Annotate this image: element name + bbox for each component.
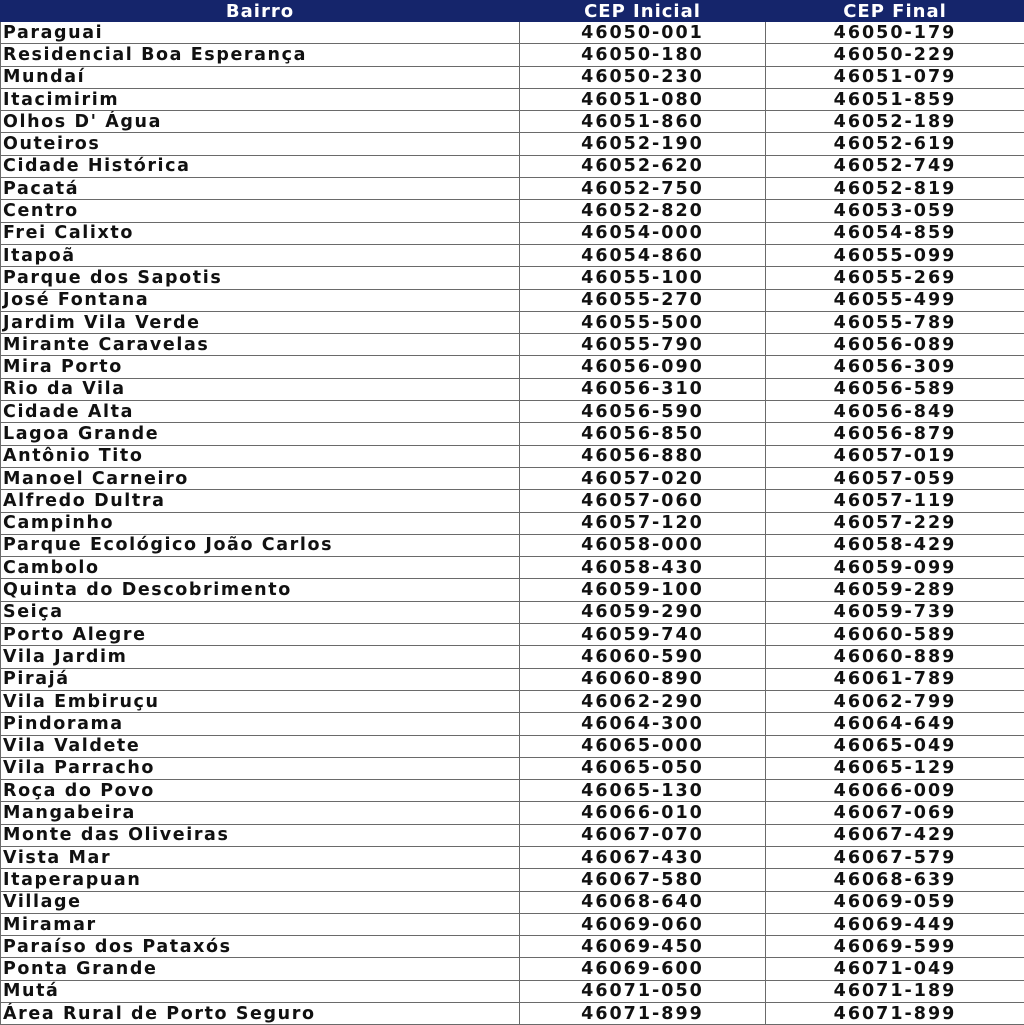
table-row (1, 222, 1024, 244)
table-row (1, 913, 1024, 935)
cell-cep-inicial: 46060-590 (520, 646, 766, 668)
cell-cep-final: 46056-849 (766, 401, 1024, 423)
table-row (1, 311, 1024, 333)
table-row (1, 66, 1024, 88)
cell-bairro: Rio da Vila (1, 378, 520, 400)
cell-bairro: Parque dos Sapotis (1, 267, 520, 289)
cell-cep-inicial: 46059-100 (520, 579, 766, 601)
cell-bairro: Pindorama (1, 713, 520, 735)
cell-cep-final: 46058-429 (766, 534, 1024, 556)
cell-bairro: Porto Alegre (1, 624, 520, 646)
table-row (1, 646, 1024, 668)
cell-cep-final: 46056-309 (766, 356, 1024, 378)
cell-cep-inicial: 46059-740 (520, 624, 766, 646)
table-row (1, 936, 1024, 958)
cell-cep-inicial: 46055-790 (520, 334, 766, 356)
table-row (1, 846, 1024, 868)
cell-cep-final: 46052-619 (766, 133, 1024, 155)
table-row (1, 735, 1024, 757)
cell-cep-final: 46067-429 (766, 824, 1024, 846)
cell-bairro: Antônio Tito (1, 445, 520, 467)
cell-bairro: Alfredo Dultra (1, 490, 520, 512)
cell-bairro: Vila Valdete (1, 735, 520, 757)
cell-cep-final: 46052-749 (766, 155, 1024, 177)
cell-cep-inicial: 46056-590 (520, 401, 766, 423)
cell-bairro: Olhos D' Água (1, 111, 520, 133)
header-bairro: Bairro (1, 1, 520, 22)
table-header (1, 1, 1024, 22)
table-row (1, 757, 1024, 779)
table-row (1, 467, 1024, 489)
table-row (1, 88, 1024, 110)
cell-bairro: Pirajá (1, 668, 520, 690)
table-row (1, 534, 1024, 556)
cell-bairro: Paraíso dos Pataxós (1, 936, 520, 958)
cell-cep-inicial: 46056-880 (520, 445, 766, 467)
cell-bairro: Mangabeira (1, 802, 520, 824)
cell-cep-final: 46069-059 (766, 891, 1024, 913)
cell-cep-final: 46066-009 (766, 780, 1024, 802)
table-row (1, 44, 1024, 66)
cell-cep-final: 46065-129 (766, 757, 1024, 779)
cell-bairro: Residencial Boa Esperança (1, 44, 520, 66)
cell-bairro: Mira Porto (1, 356, 520, 378)
cell-cep-inicial: 46055-270 (520, 289, 766, 311)
cell-cep-inicial: 46050-180 (520, 44, 766, 66)
cell-cep-final: 46060-889 (766, 646, 1024, 668)
table-row (1, 334, 1024, 356)
cell-cep-final: 46071-899 (766, 1003, 1024, 1025)
table-row (1, 1003, 1024, 1025)
cell-bairro: Jardim Vila Verde (1, 311, 520, 333)
cell-bairro: Monte das Oliveiras (1, 824, 520, 846)
cell-bairro: Seiça (1, 601, 520, 623)
cell-bairro: Cidade Histórica (1, 155, 520, 177)
cell-bairro: Outeiros (1, 133, 520, 155)
cell-cep-final: 46056-089 (766, 334, 1024, 356)
cell-bairro: Village (1, 891, 520, 913)
cell-cep-final: 46050-229 (766, 44, 1024, 66)
table-row (1, 557, 1024, 579)
table-row (1, 267, 1024, 289)
table-row (1, 958, 1024, 980)
table-row (1, 178, 1024, 200)
cell-cep-inicial: 46067-070 (520, 824, 766, 846)
cell-cep-final: 46055-499 (766, 289, 1024, 311)
table-row (1, 423, 1024, 445)
cell-cep-final: 46052-819 (766, 178, 1024, 200)
cell-cep-final: 46051-859 (766, 88, 1024, 110)
cell-cep-final: 46050-179 (766, 22, 1024, 44)
cell-cep-final: 46065-049 (766, 735, 1024, 757)
cell-cep-final: 46059-739 (766, 601, 1024, 623)
table-row (1, 780, 1024, 802)
cell-cep-final: 46061-789 (766, 668, 1024, 690)
cell-cep-final: 46055-099 (766, 244, 1024, 266)
cell-bairro: Mutá (1, 980, 520, 1002)
table-body (1, 22, 1024, 1025)
cell-cep-inicial: 46056-850 (520, 423, 766, 445)
table-row (1, 244, 1024, 266)
cell-bairro: Vila Jardim (1, 646, 520, 668)
cell-cep-final: 46067-579 (766, 846, 1024, 868)
cell-cep-inicial: 46058-000 (520, 534, 766, 556)
table-row (1, 22, 1024, 44)
table-row (1, 289, 1024, 311)
cell-bairro: Cidade Alta (1, 401, 520, 423)
table-row (1, 980, 1024, 1002)
cell-bairro: Vista Mar (1, 846, 520, 868)
cell-bairro: Miramar (1, 913, 520, 935)
cell-cep-final: 46052-189 (766, 111, 1024, 133)
table-row (1, 445, 1024, 467)
table-row (1, 690, 1024, 712)
cell-cep-inicial: 46067-580 (520, 869, 766, 891)
table-row (1, 824, 1024, 846)
cell-bairro: Pacatá (1, 178, 520, 200)
cell-bairro: Cambolo (1, 557, 520, 579)
cell-cep-inicial: 46064-300 (520, 713, 766, 735)
cell-cep-inicial: 46056-090 (520, 356, 766, 378)
cell-bairro: Ponta Grande (1, 958, 520, 980)
table-row (1, 713, 1024, 735)
cell-cep-inicial: 46069-450 (520, 936, 766, 958)
cell-cep-final: 46069-449 (766, 913, 1024, 935)
cell-cep-final: 46054-859 (766, 222, 1024, 244)
cell-cep-inicial: 46065-050 (520, 757, 766, 779)
cell-cep-inicial: 46052-620 (520, 155, 766, 177)
cell-bairro: José Fontana (1, 289, 520, 311)
table-row (1, 869, 1024, 891)
cell-bairro: Vila Parracho (1, 757, 520, 779)
cell-bairro: Lagoa Grande (1, 423, 520, 445)
table-row (1, 802, 1024, 824)
cell-cep-inicial: 46069-600 (520, 958, 766, 980)
table-row (1, 668, 1024, 690)
cell-cep-final: 46071-189 (766, 980, 1024, 1002)
cell-cep-inicial: 46066-010 (520, 802, 766, 824)
cell-cep-inicial: 46060-890 (520, 668, 766, 690)
cell-cep-inicial: 46071-050 (520, 980, 766, 1002)
cell-bairro: Paraguai (1, 22, 520, 44)
cell-cep-inicial: 46052-820 (520, 200, 766, 222)
table-row (1, 155, 1024, 177)
cell-bairro: Frei Calixto (1, 222, 520, 244)
table-row (1, 401, 1024, 423)
table-row (1, 512, 1024, 534)
cell-cep-inicial: 46067-430 (520, 846, 766, 868)
cell-bairro: Mirante Caravelas (1, 334, 520, 356)
table-row (1, 133, 1024, 155)
cell-cep-final: 46057-119 (766, 490, 1024, 512)
cell-cep-inicial: 46055-500 (520, 311, 766, 333)
cell-cep-final: 46056-879 (766, 423, 1024, 445)
cell-cep-inicial: 46050-001 (520, 22, 766, 44)
cell-cep-inicial: 46069-060 (520, 913, 766, 935)
cell-bairro: Manoel Carneiro (1, 467, 520, 489)
cell-bairro: Itacimirim (1, 88, 520, 110)
header-cep-inicial: CEP Inicial (520, 1, 766, 22)
cell-bairro: Campinho (1, 512, 520, 534)
cell-bairro: Itapoã (1, 244, 520, 266)
cell-cep-inicial: 46065-000 (520, 735, 766, 757)
cell-bairro: Área Rural de Porto Seguro (1, 1003, 520, 1025)
cell-bairro: Quinta do Descobrimento (1, 579, 520, 601)
cell-bairro: Mundaí (1, 66, 520, 88)
cell-cep-inicial: 46062-290 (520, 690, 766, 712)
cell-cep-inicial: 46054-860 (520, 244, 766, 266)
cell-cep-inicial: 46071-899 (520, 1003, 766, 1025)
cell-cep-final: 46068-639 (766, 869, 1024, 891)
cell-cep-inicial: 46052-190 (520, 133, 766, 155)
cell-cep-inicial: 46051-080 (520, 88, 766, 110)
cell-cep-inicial: 46057-060 (520, 490, 766, 512)
cell-cep-final: 46067-069 (766, 802, 1024, 824)
cell-cep-inicial: 46057-120 (520, 512, 766, 534)
cell-cep-final: 46051-079 (766, 66, 1024, 88)
cell-cep-inicial: 46055-100 (520, 267, 766, 289)
cell-cep-final: 46060-589 (766, 624, 1024, 646)
table-row (1, 490, 1024, 512)
table-row (1, 356, 1024, 378)
header-row (1, 1, 1024, 22)
table-row (1, 378, 1024, 400)
cell-bairro: Vila Embiruçu (1, 690, 520, 712)
cell-cep-final: 46057-229 (766, 512, 1024, 534)
cell-cep-final: 46059-099 (766, 557, 1024, 579)
cell-cep-final: 46057-019 (766, 445, 1024, 467)
cell-cep-inicial: 46059-290 (520, 601, 766, 623)
cell-bairro: Itaperapuan (1, 869, 520, 891)
table-row (1, 891, 1024, 913)
cell-bairro: Roça do Povo (1, 780, 520, 802)
cell-cep-final: 46057-059 (766, 467, 1024, 489)
cell-cep-inicial: 46065-130 (520, 780, 766, 802)
cell-cep-inicial: 46052-750 (520, 178, 766, 200)
table-row (1, 200, 1024, 222)
cell-cep-inicial: 46054-000 (520, 222, 766, 244)
cell-cep-final: 46056-589 (766, 378, 1024, 400)
cell-cep-inicial: 46057-020 (520, 467, 766, 489)
cell-cep-final: 46069-599 (766, 936, 1024, 958)
table-row (1, 601, 1024, 623)
cell-cep-inicial: 46051-860 (520, 111, 766, 133)
cell-cep-inicial: 46058-430 (520, 557, 766, 579)
cell-cep-final: 46062-799 (766, 690, 1024, 712)
cell-bairro: Centro (1, 200, 520, 222)
cell-cep-final: 46055-269 (766, 267, 1024, 289)
cell-cep-final: 46064-649 (766, 713, 1024, 735)
table-row (1, 624, 1024, 646)
cell-cep-final: 46059-289 (766, 579, 1024, 601)
table-row (1, 111, 1024, 133)
cell-cep-inicial: 46056-310 (520, 378, 766, 400)
cell-cep-final: 46055-789 (766, 311, 1024, 333)
cell-cep-inicial: 46050-230 (520, 66, 766, 88)
cell-bairro: Parque Ecológico João Carlos (1, 534, 520, 556)
header-cep-final: CEP Final (766, 1, 1024, 22)
table-row (1, 579, 1024, 601)
cell-cep-inicial: 46068-640 (520, 891, 766, 913)
cell-cep-final: 46071-049 (766, 958, 1024, 980)
cell-cep-final: 46053-059 (766, 200, 1024, 222)
